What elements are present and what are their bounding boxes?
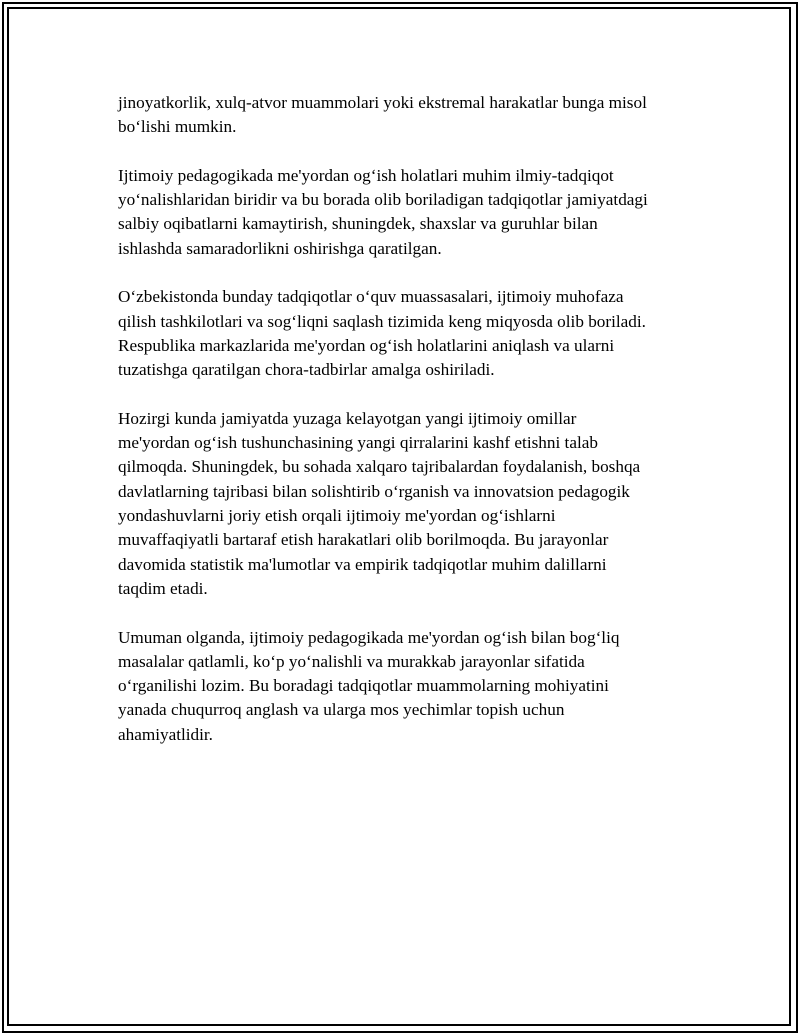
text-line: davlatlarning tajribasi bilan solishtirib o‘rganish va innovatsion pedagogik — [118, 481, 630, 501]
text-line: Hozirgi kunda jamiyatda yuzaga kelayotgan yangi ijtimoiy omillar — [118, 408, 577, 428]
text-line: muvaffaqiyatli bartaraf etish harakatlari olib borilmoqda. Bu jarayonlar — [118, 530, 609, 550]
text-line: salbiy oqibatlarni kamaytirish, shuningdek, shaxslar va guruhlar bilan — [118, 214, 598, 234]
paragraph-3 — [118, 285, 698, 382]
paragraph-1 — [118, 91, 698, 140]
text-line: Respublika markazlarida me'yordan og‘ish holatlarini aniqlash va ularni — [118, 335, 615, 355]
text-line: yanada chuqurroq anglash va ularga mos yechimlar topish uchun — [118, 700, 565, 720]
text-line: yondashuvlarni joriy etish orqali ijtimoiy me'yordan og‘ishlarni — [118, 506, 556, 526]
text-line: me'yordan og‘ish tushunchasining yangi qirralarini kashf etishni talab — [118, 433, 598, 453]
text-line: qilmoqda. Shuningdek, bu sohada xalqaro tajribalardan foydalanish, boshqa — [118, 457, 641, 477]
text-line: Ijtimoiy pedagogikada me'yordan og‘ish holatlari muhim ilmiy-tadqiqot — [118, 165, 614, 185]
text-line: bo‘lishi mumkin. — [118, 117, 237, 137]
paragraph-4 — [118, 407, 698, 601]
text-line: O‘zbekistonda bunday tadqiqotlar o‘quv muassasalari, ijtimoiy muhofaza — [118, 287, 624, 307]
paragraph-2 — [118, 164, 698, 261]
document-body — [118, 91, 698, 771]
text-line: ahamiyatlidir. — [118, 724, 213, 744]
text-line: davomida statistik ma'lumotlar va empirik tadqiqotlar muhim dalillarni — [118, 554, 607, 574]
text-line: masalalar qatlamli, ko‘p yo‘nalishli va murakkab jarayonlar sifatida — [118, 651, 585, 671]
text-line: tuzatishga qaratilgan chora-tadbirlar amalga oshiriladi. — [118, 360, 495, 380]
paragraph-5 — [118, 626, 698, 747]
text-line: yo‘nalishlaridan biridir va bu borada olib boriladigan tadqiqotlar jamiyatdagi — [118, 190, 648, 210]
text-line: taqdim etadi. — [118, 578, 208, 598]
text-line: jinoyatkorlik, xulq-atvor muammolari yoki ekstremal harakatlar bunga misol — [118, 93, 647, 112]
text-line: ishlashda samaradorlikni oshirishga qaratilgan. — [118, 238, 442, 258]
text-line: o‘rganilishi lozim. Bu boradagi tadqiqotlar muammolarning mohiyatini — [118, 676, 609, 696]
text-line: Umuman olganda, ijtimoiy pedagogikada me'yordan og‘ish bilan bog‘liq — [118, 627, 620, 647]
text-line: qilish tashkilotlari va sog‘liqni saqlash tizimida keng miqyosda olib boriladi. — [118, 311, 646, 331]
